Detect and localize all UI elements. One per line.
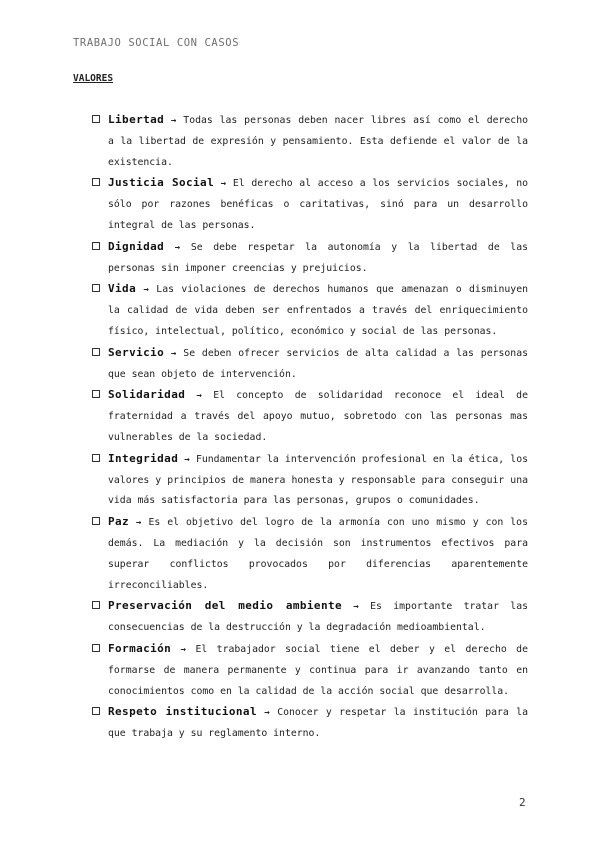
- value-term: Dignidad: [108, 239, 165, 253]
- value-description: El derecho al acceso a los servicios sociales, no sólo por razones benéficas o caritativas, sinó para un desarrollo integral de las personas.: [108, 178, 529, 231]
- value-description: Todas las personas deben nacer libres así como el derecho a la libertad de expresión y pensamiento. Esta defiende el valor de la existencia.: [108, 115, 528, 168]
- page-number: 2: [519, 796, 526, 809]
- value-description: Conocer y respetar la institución para la que trabaja y su reglamento interno.: [108, 707, 528, 740]
- value-term: Vida: [108, 282, 137, 296]
- checkbox-icon: [92, 284, 100, 292]
- arrow-icon: →: [184, 454, 190, 465]
- arrow-icon: →: [171, 348, 177, 359]
- checkbox-icon: [92, 348, 100, 356]
- value-description: Se debe respetar la autonomía y la libertad de las personas sin imponer creencias y prejuicios.: [108, 241, 529, 274]
- list-item-servicio: [92, 343, 528, 386]
- value-term: Libertad: [108, 113, 165, 126]
- checkbox-icon: [92, 517, 100, 525]
- checkbox-icon: [92, 178, 100, 186]
- value-description: Se deben ofrecer servicios de alta calidad a las personas que sean objeto de intervención.: [108, 347, 528, 380]
- list-item-solidaridad: [92, 385, 528, 448]
- value-description: Es el objetivo del logro de la armonía con uno mismo y con los demás. La mediación y la decisión son instrumentos efectivos para superar conflictos provocados por diferencias aparentemente irreconciliables.: [108, 517, 528, 591]
- value-term: Justicia Social: [108, 176, 215, 190]
- checkbox-icon: [92, 242, 100, 250]
- list-item-respeto-institucional: [92, 702, 528, 745]
- value-description: El trabajador social tiene el deber y el derecho de formarse de manera permanente y continua para ir avanzando tanto en conocimientos como en la calidad de la acción social que desarrolla.: [108, 643, 528, 697]
- arrow-icon: →: [180, 644, 187, 655]
- arrow-icon: →: [264, 708, 270, 719]
- values-list: [92, 110, 528, 745]
- value-term: Paz: [108, 515, 130, 529]
- value-description: Fundamentar la intervención profesional en la ética, los valores y principios de manera honesta y responsable para conseguir una vida más satisfactoria para las personas, grupos o comunidades.: [108, 453, 528, 507]
- checkbox-icon: [92, 601, 100, 609]
- value-description: Las violaciones de derechos humanos que amenazan o disminuyen la calidad de vida deben ser enfrentados a través del enriquecimiento físico, intelectual, político, económico y social de las personas.: [108, 284, 528, 337]
- arrow-icon: →: [136, 518, 142, 529]
- list-item-libertad: [92, 110, 528, 173]
- list-item-paz: [92, 512, 528, 596]
- checkbox-icon: [92, 454, 100, 462]
- section-title: VALORES: [73, 73, 114, 84]
- arrow-icon: →: [171, 116, 177, 126]
- value-description: Es importante tratar las consecuencias de la destrucción y la degradación medioambiental.: [108, 601, 528, 634]
- list-item-preservacion: [92, 596, 528, 639]
- value-term: Preservación del medio ambiente: [108, 599, 343, 613]
- value-term: Integridad: [108, 451, 179, 465]
- list-item-dignidad: [92, 237, 528, 280]
- arrow-icon: →: [143, 285, 149, 296]
- list-item-formacion: [92, 639, 528, 702]
- checkbox-icon: [92, 707, 100, 715]
- list-item-vida: [92, 279, 528, 342]
- arrow-icon: →: [196, 391, 202, 402]
- document-header: TRABAJO SOCIAL CON CASOS: [73, 37, 240, 49]
- arrow-icon: →: [353, 602, 359, 613]
- checkbox-icon: [92, 390, 100, 398]
- checkbox-icon: [92, 644, 100, 652]
- value-term: Servicio: [108, 345, 165, 359]
- list-item-integridad: [92, 449, 528, 512]
- value-term: Respeto institucional: [108, 705, 257, 719]
- list-item-justicia-social: [92, 173, 528, 236]
- value-term: Solidaridad: [108, 388, 186, 402]
- value-term: Formación: [108, 641, 172, 655]
- arrow-icon: →: [220, 179, 227, 190]
- checkbox-icon: [92, 115, 100, 123]
- value-description: El concepto de solidaridad reconoce el ideal de fraternidad a través del apoyo mutuo, sobretodo con las personas mas vulnerables de la sociedad.: [108, 390, 528, 443]
- arrow-icon: →: [174, 242, 181, 253]
